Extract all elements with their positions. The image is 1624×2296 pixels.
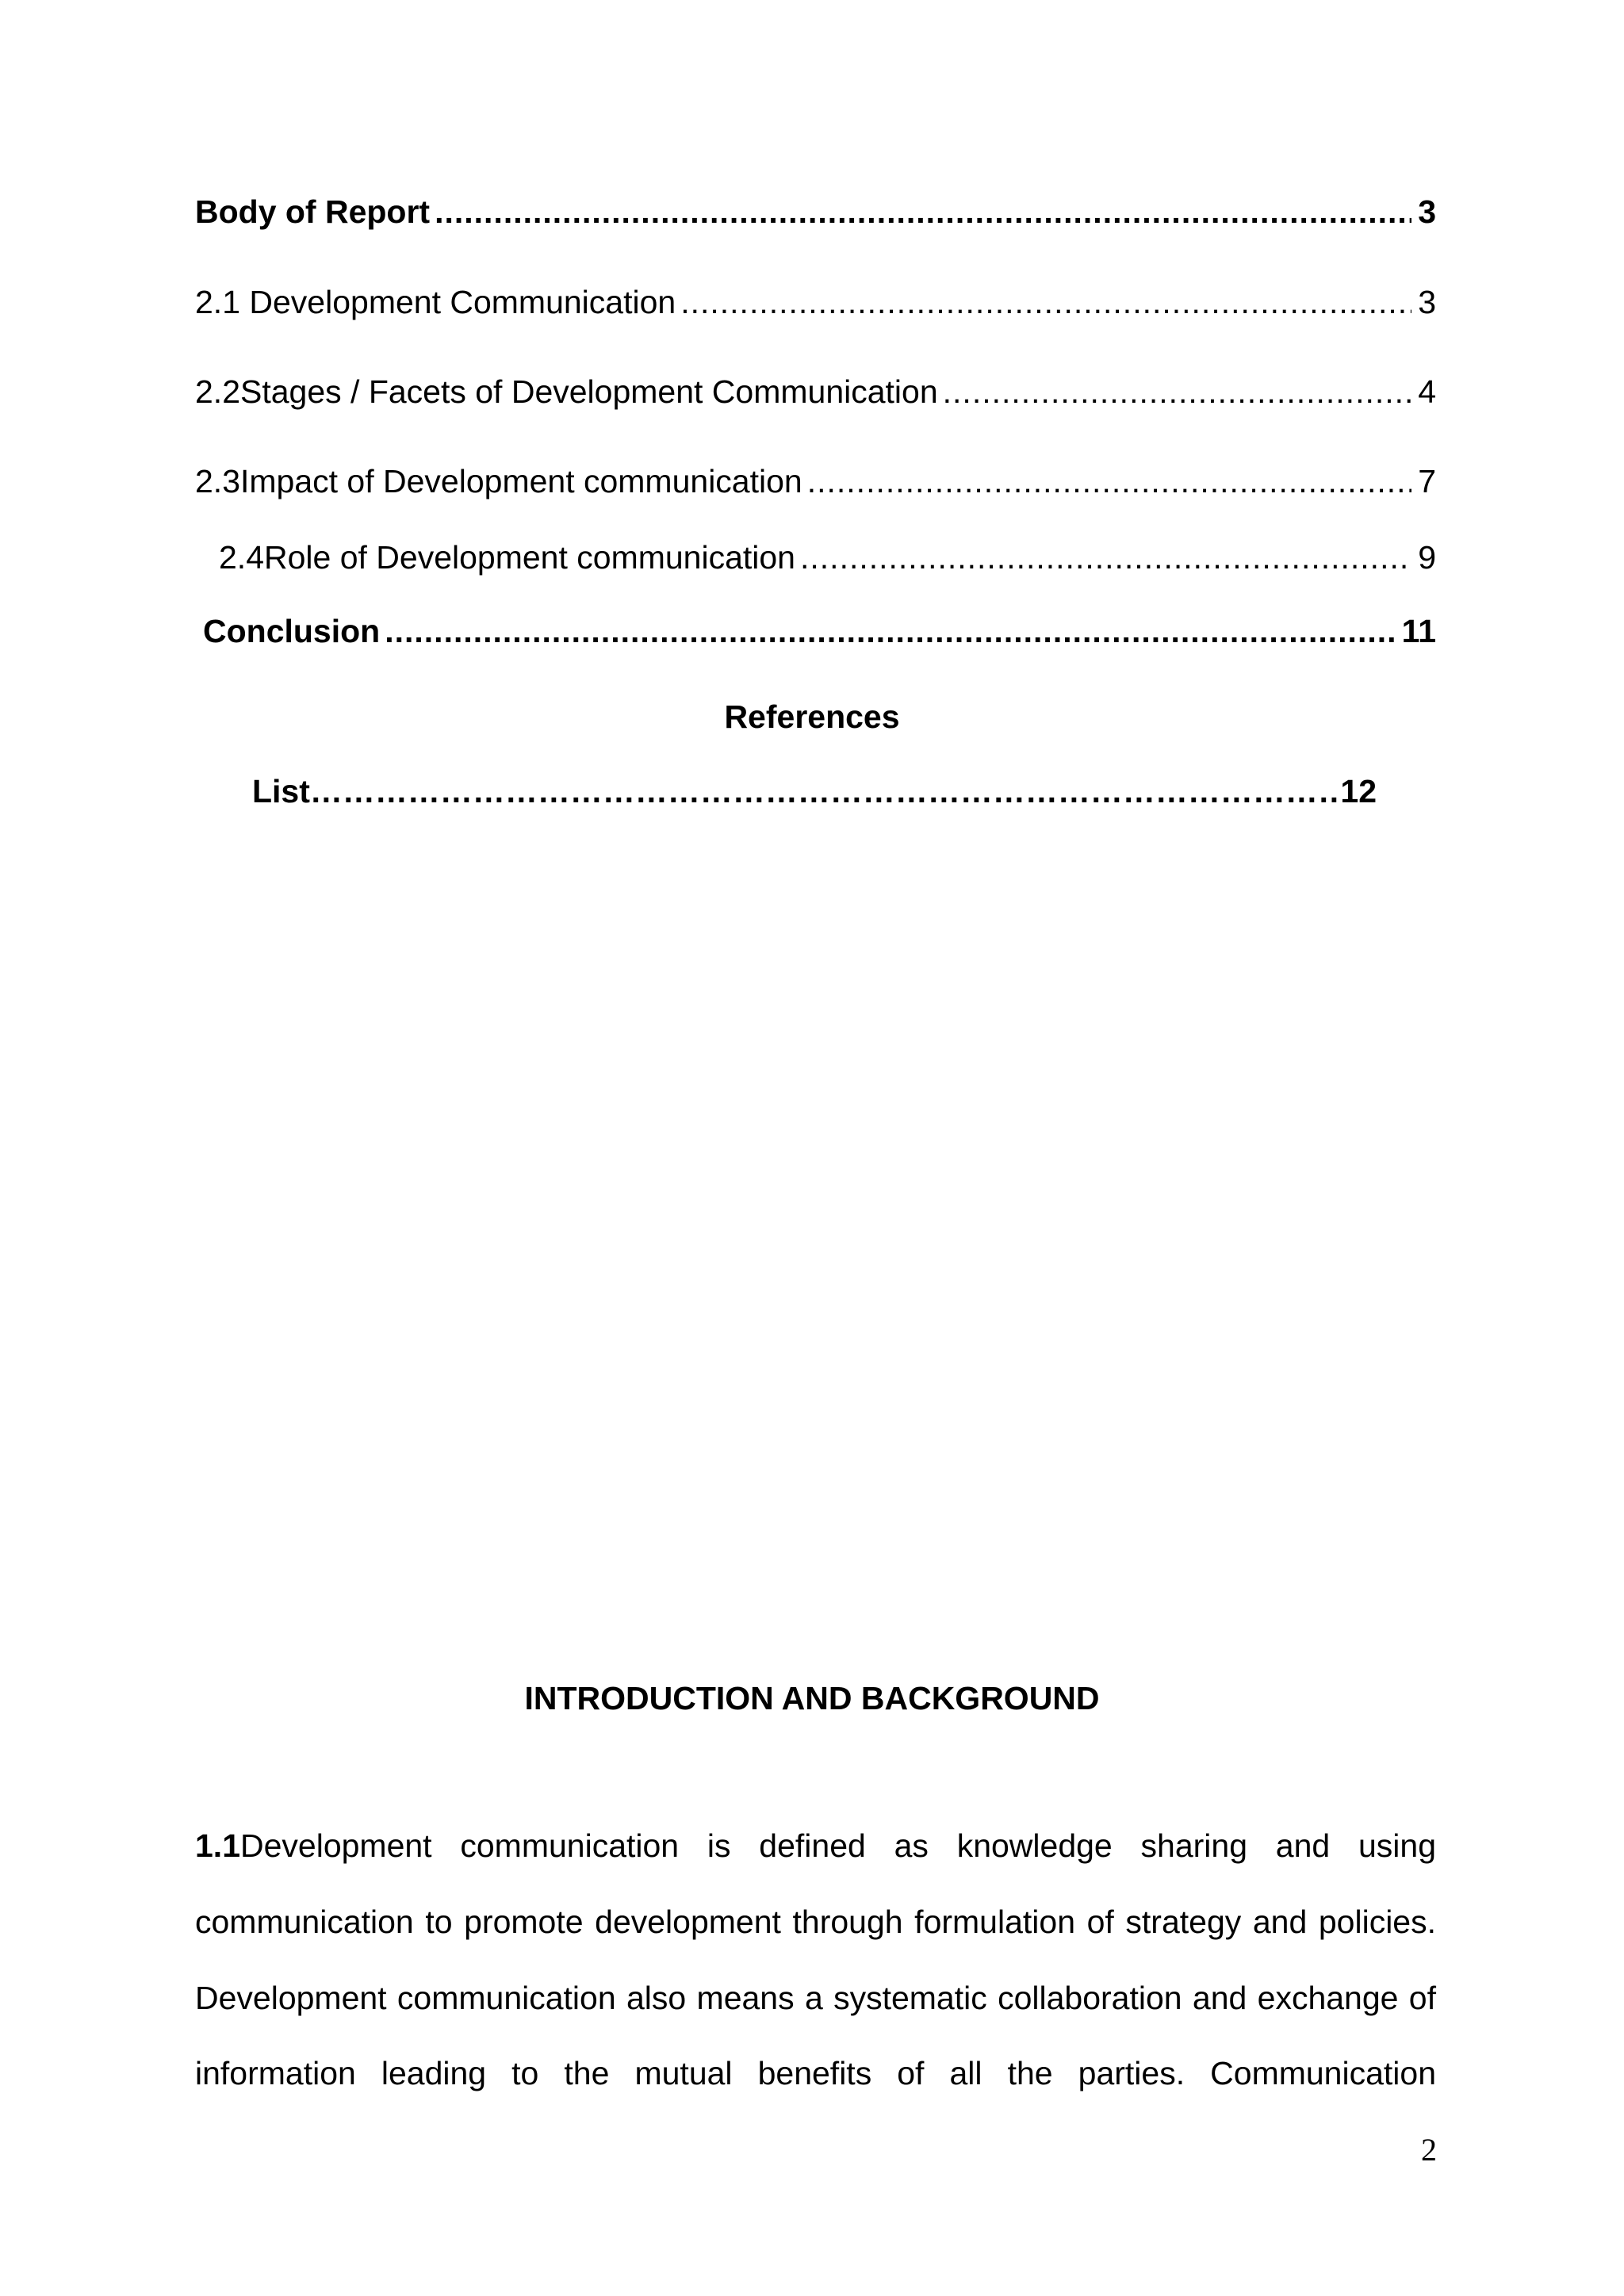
paragraph-number: 1.1	[195, 1827, 240, 1864]
toc-dot-leader	[310, 772, 1340, 811]
toc-entry-label: 2.2Stages / Facets of Development Communication	[195, 373, 938, 410]
toc-entry-label: List	[252, 773, 310, 809]
references-heading: References	[724, 698, 900, 735]
toc-entry-page: 3	[1418, 193, 1436, 230]
toc-entry-role[interactable]	[219, 538, 1436, 577]
toc-entry-body-of-report[interactable]	[195, 193, 1436, 232]
toc-entry-label: 2.3Impact of Development communication	[195, 463, 802, 499]
toc-entry-conclusion[interactable]	[203, 612, 1436, 651]
paragraph-line	[195, 1827, 1436, 1866]
paragraph-line: information leading to the mutual benefits of all the parties. Communication	[195, 2055, 1436, 2091]
toc-entry-impact[interactable]	[195, 462, 1436, 501]
paragraph-line: Development communication also means a systematic collaboration and exchange of	[195, 1980, 1436, 2016]
toc-dot-leader	[800, 538, 1411, 577]
paragraph-text: Development communication is defined as knowledge sharing and using	[240, 1827, 1436, 1864]
toc-dot-leader	[807, 462, 1411, 501]
toc-entry-page: 11	[1401, 613, 1436, 649]
toc-entry-page: 3	[1418, 284, 1436, 320]
toc-dot-leader	[435, 193, 1411, 232]
toc-entry-page: 4	[1418, 373, 1436, 410]
toc-entry-label: Conclusion	[203, 613, 381, 649]
toc-dot-leader	[385, 612, 1395, 651]
toc-entry-page: 12	[1340, 773, 1377, 809]
toc-dot-leader	[680, 283, 1411, 322]
section-heading: INTRODUCTION AND BACKGROUND	[524, 1680, 1100, 1716]
toc-entry-label: 2.1 Development Communication	[195, 284, 676, 320]
toc-entry-stages-facets[interactable]	[195, 373, 1436, 411]
paragraph-line: communication to promote development through formulation of strategy and policies.	[195, 1904, 1436, 1940]
toc-entry-label: Body of Report	[195, 193, 431, 230]
page-number: 2	[1421, 2132, 1437, 2168]
toc-dot-leader	[943, 373, 1412, 411]
toc-entry-page: 7	[1418, 463, 1436, 499]
toc-entry-page: 9	[1418, 539, 1436, 576]
toc-entry-label: 2.4Role of Development communication	[219, 539, 795, 576]
toc-entry-references-list[interactable]	[252, 772, 1377, 811]
toc-entry-development-communication[interactable]	[195, 283, 1436, 322]
